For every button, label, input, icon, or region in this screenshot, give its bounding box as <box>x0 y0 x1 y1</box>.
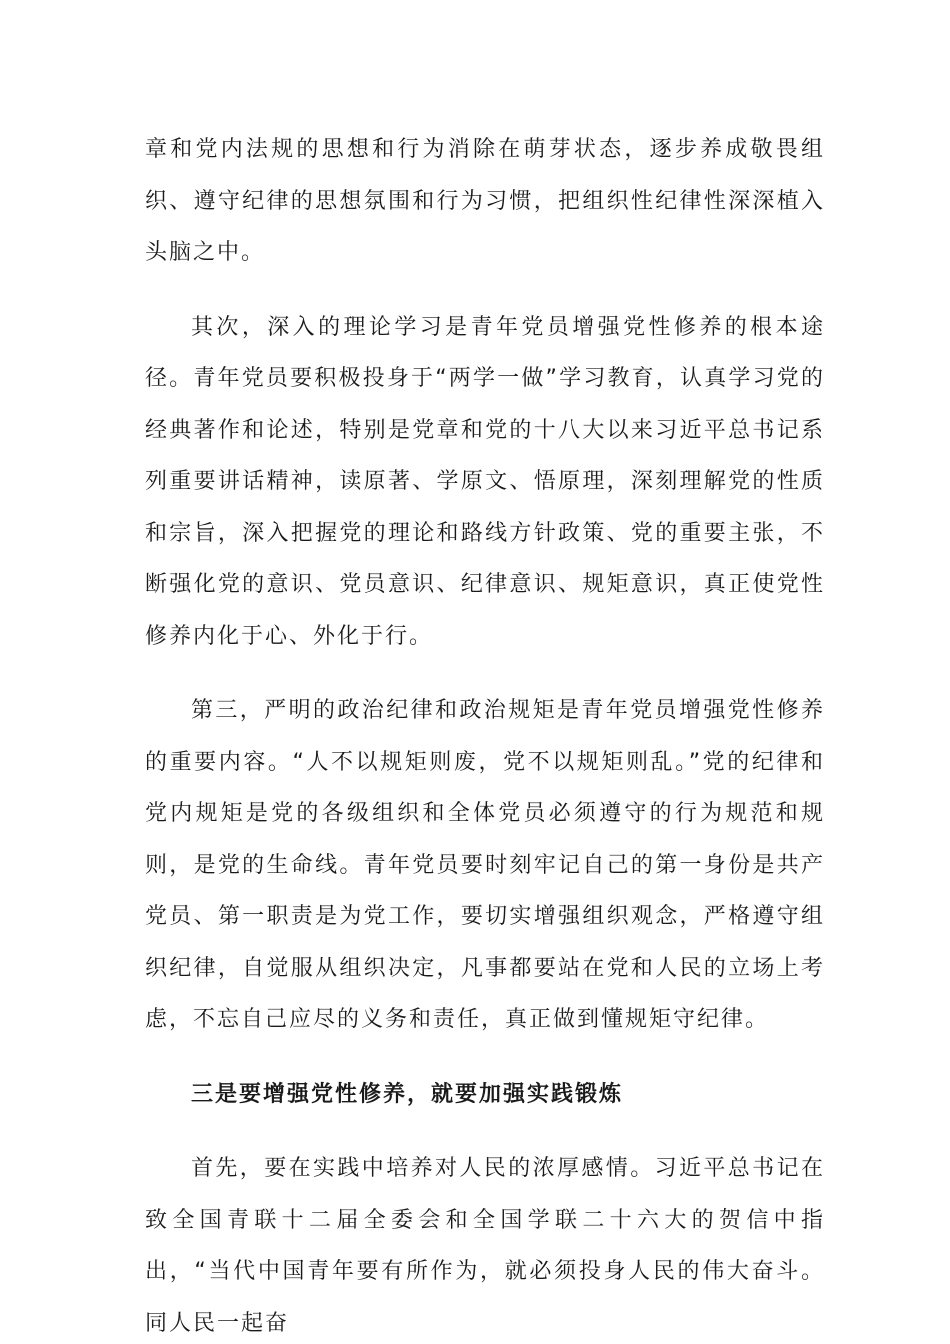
paragraph-continuation: 章和党内法规的思想和行为消除在萌芽状态，逐步养成敬畏组织、遵守纪律的思想氛围和行为习惯，把组织性纪律性深深植入头脑之中。 <box>145 137 825 265</box>
paragraph-theory-study: 其次，深入的理论学习是青年党员增强党性修养的根本途径。青年党员要积极投身于“两学一做”学习教育，认真学习党的经典著作和论述，特别是党章和党的十八大以来习近平总书记系列重要讲话精神，读原著、学原文、悟原理，深刻理解党的性质和宗旨，深入把握党的理论和路线方针政策、党的重要主张，不断强化党的意识、党员意识、纪律意识、规矩意识，真正使党性修养内化于心、外化于行。 <box>145 314 825 649</box>
paragraph-discipline: 第三，严明的政治纪律和政治规矩是青年党员增强党性修养的重要内容。“人不以规矩则废，党不以规矩则乱。”党的纪律和党内规矩是党的各级组织和全体党员必须遵守的行为规范和规则，是党的生命线。青年党员要时刻牢记自己的第一身份是共产党员、第一职责是为党工作，要切实增强组织观念，严格遵守组织纪律，自觉服从组织决定，凡事都要站在党和人民的立场上考虑，不忘自己应尽的义务和责任，真正做到懂规矩守纪律。 <box>145 698 825 1032</box>
document-body <box>145 124 825 1344</box>
paragraph-practice: 首先，要在实践中培养对人民的浓厚感情。习近平总书记在致全国青联十二届全委会和全国学联二十六大的贺信中指出，“当代中国青年要有所作为，就必须投身人民的伟大奋斗。同人民一起奋 <box>145 1156 825 1336</box>
section-heading: 三是要增强党性修养，就要加强实践锻炼 <box>191 1081 624 1107</box>
